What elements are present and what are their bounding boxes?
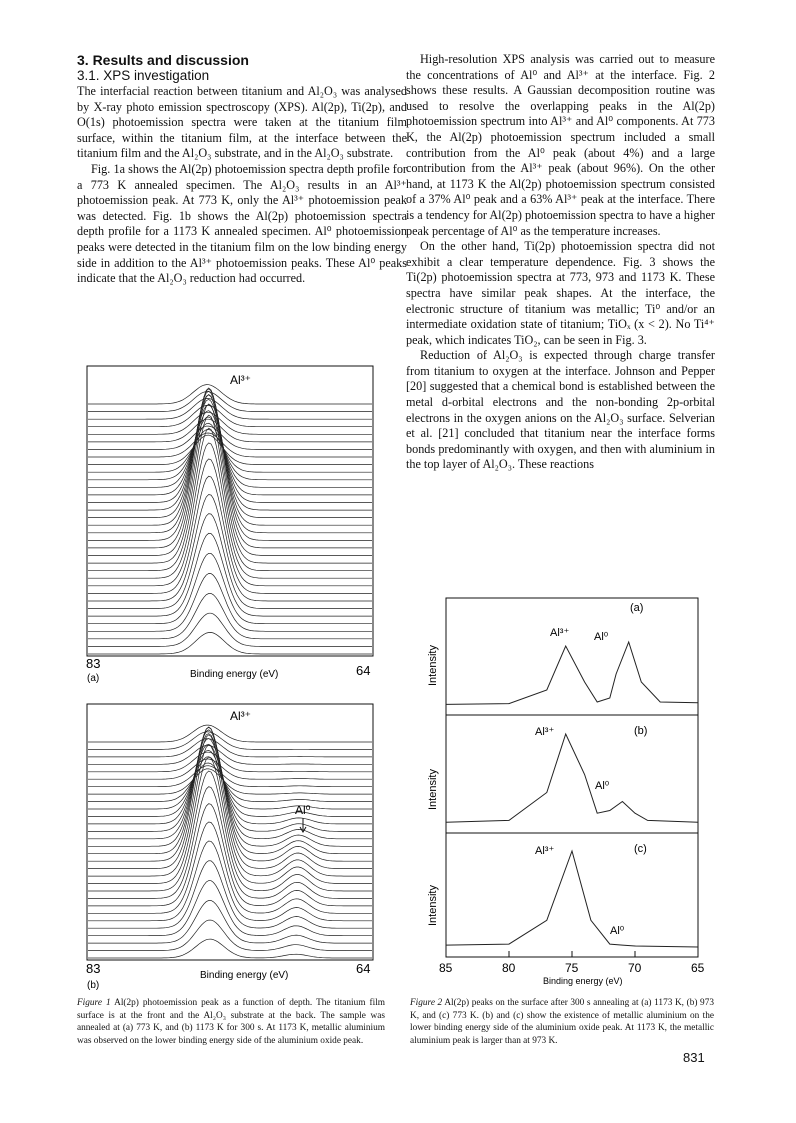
panel-letter: (a) — [630, 602, 644, 614]
panel-frame — [446, 598, 698, 715]
spectrum-line — [88, 766, 372, 787]
label-al3: Al³⁺ — [550, 627, 570, 639]
subsection-heading: 3.1. XPS investigation — [77, 68, 210, 83]
caption-label: Figure 2 — [410, 998, 443, 1008]
right-column — [406, 52, 715, 473]
paragraph: On the other hand, Ti(2p) photoemission spectra did not exhibit a clear temperature dependence. Fig. 3 shows the Ti(2p) photoemission spectra at 773, 973 and 1173 K. These spectra have similar peak shapes. At the interface, the electronic structure of titanium was metallic; Ti⁰ and/or an intermediate oxidation state of titanium; TiOₓ (x < 2). No Ti⁴⁺ peak, which indicates TiO₂, can be seen in Fig. 3. — [406, 239, 715, 347]
left-column — [77, 52, 407, 287]
spectrum-line — [88, 426, 372, 449]
spectrum-line — [88, 398, 372, 419]
figure-2-plot — [418, 596, 708, 988]
spectrum-line — [88, 514, 372, 609]
spectrum-line — [88, 757, 372, 884]
panel-c — [427, 833, 698, 957]
spectrum-line — [88, 613, 372, 646]
spectrum-line — [88, 725, 372, 742]
page-number: 831 — [683, 1050, 705, 1065]
section-heading: 3. Results and discussion — [77, 52, 249, 68]
spectrum-line — [88, 385, 372, 404]
spectrum-line — [88, 744, 372, 824]
x-tick-left: 83 — [86, 961, 101, 976]
caption-label: Figure 1 — [77, 998, 111, 1008]
x-tick-label: 75 — [565, 961, 579, 975]
peak-label-al0: Al⁰ — [295, 803, 311, 817]
figure-1b — [82, 702, 378, 992]
panel-b — [427, 715, 698, 833]
spectrum-line — [88, 752, 372, 772]
figure-1-caption — [77, 997, 385, 1047]
depth-spectra — [88, 725, 372, 958]
plot-frame — [87, 366, 373, 656]
y-axis-label: Intensity — [427, 769, 439, 810]
figure-1b-plot — [82, 702, 378, 992]
x-tick-label: 70 — [628, 961, 642, 975]
figure-2 — [418, 596, 708, 988]
x-tick-label: 85 — [439, 961, 453, 975]
x-tick-left: 83 — [86, 656, 101, 671]
peak-label-al3: Al³⁺ — [230, 709, 251, 723]
spectrum-line — [88, 405, 372, 426]
panel-letter: (a) — [87, 673, 100, 684]
spectrum-line — [88, 901, 372, 944]
spectrum-line — [88, 632, 372, 654]
figure-1a — [82, 364, 378, 694]
spectrum-line — [88, 392, 372, 412]
spectrum-curve — [446, 851, 698, 947]
label-al0: Al⁰ — [594, 631, 609, 643]
paragraph: The interfacial reaction between titanium and Al₂O₃ was analysed by X-ray photo emission spectroscopy (XPS). Al(2p), Ti(2p), and O(1s) photoemission spectra were taken at the titanium film surface, within the titanium film, at the interface between the titanium film and the Al₂O₃ substrate, and in the Al₂O₃ substrate. — [77, 84, 407, 161]
caption-text: Al(2p) photoemission peak as a function of depth. The titanium film surface is at the front and the Al₂O₃ substrate at the back. The sample was annealed at (a) 773 K, and (b) 1173 K for 300 s. At 1173 K, metallic aluminium was observed on the lower binding energy side of the aluminium oxide peak. — [77, 998, 386, 1046]
panel-frame — [446, 715, 698, 833]
x-tick-right: 64 — [356, 961, 371, 976]
caption-text: Al(2p) peaks on the surface after 300 s annealing at (a) 1173 K, (b) 973 K, and (c) 773 K. (b) and (c) show the existence of metallic aluminium on the lower binding energy side of the aluminium oxide peak. At 1173 K, the metallic aluminium peak is larger than at 973 K. — [410, 998, 714, 1046]
panel-letter: (b) — [634, 725, 648, 737]
x-tick-right: 64 — [356, 663, 371, 678]
spectrum-line — [88, 763, 372, 802]
spectrum-line — [88, 939, 372, 958]
label-al0: Al⁰ — [595, 780, 610, 792]
spectrum-curve — [446, 734, 698, 822]
depth-spectra — [88, 385, 372, 654]
spectrum-line — [88, 389, 372, 533]
y-axis-label: Intensity — [427, 645, 439, 686]
panel-letter: (b) — [87, 980, 100, 991]
x-axis-label: Binding energy (eV) — [200, 970, 289, 981]
spectrum-line — [88, 759, 372, 779]
spectrum-line — [88, 822, 372, 913]
panel-letter: (c) — [634, 843, 647, 855]
paragraph: Reduction of Al₂O₃ is expected through charge transfer from titanium to oxygen at the interface. Johnson and Pepper [20] suggested that a chemical bond is established between the metal d-orbital electrons and the non-bonding 2p-orbital electrons in the oxygen anions on the Al₂O₃ surface. Selverian et al. [21] concluded that titanium near the interface forms bonds predominantly with oxygen, and then with aluminium in the top layer of Al₂O₃. These reactions — [406, 348, 715, 472]
x-axis-label: Binding energy (eV) — [190, 669, 279, 680]
label-al0: Al⁰ — [610, 925, 625, 937]
y-axis-label: Intensity — [427, 885, 439, 926]
spectrum-line — [88, 730, 372, 847]
x-axis-ticks — [439, 951, 705, 975]
label-al3: Al³⁺ — [535, 726, 555, 738]
spectrum-line — [88, 419, 372, 442]
x-tick-label: 80 — [502, 961, 516, 975]
spectrum-line — [88, 423, 372, 480]
spectrum-line — [88, 739, 372, 757]
spectrum-line — [88, 745, 372, 764]
label-al3: Al³⁺ — [535, 845, 555, 857]
figure-2-caption — [410, 997, 714, 1047]
x-tick-label: 65 — [691, 961, 705, 975]
spectrum-curve — [446, 642, 698, 704]
spectrum-line — [88, 433, 372, 457]
paragraph: Fig. 1a shows the Al(2p) photoemission spectra depth profile for a 773 K annealed specimen. The Al₂O₃ results in an Al³⁺ photoemission peak. At 773 K, only the Al³⁺ photoemission peak was detected. Fig. 1b shows the Al(2p) photoemission spectra depth profile for a 1173 K annealed specimen. Al⁰ photoemission peaks were detected in the titanium film on the low binding energy side in addition to the Al³⁺ photoemission peaks. These Al⁰ peaks indicate that the Al₂O₃ reduction had occurred. — [77, 161, 407, 286]
x-axis-label: Binding energy (eV) — [543, 976, 623, 986]
spectrum-line — [88, 732, 372, 750]
panel-a — [427, 598, 698, 715]
spectrum-line — [88, 533, 372, 616]
spectrum-line — [88, 412, 372, 434]
peak-label-al3: Al³⁺ — [230, 373, 251, 387]
paragraph: High-resolution XPS analysis was carried out to measure the concentrations of Al⁰ and Al³⁺ at the interface. Fig. 2 shows these results. A Gaussian decomposition routine was used to resolve the overlapping peaks in the Al(2p) photoemission spectrum into Al³⁺ and Al⁰ components. At 773 K, the Al(2p) photoemission spectrum included a small contribution from the Al⁰ peak (about 4%) and a large contribution from the Al³⁺ peak (about 96%). On the other hand, at 1173 K the Al(2p) photoemission spectrum consisted of a 37% Al⁰ peak and a 63% Al³⁺ peak at the interface. There is a tendency for Al(2p) photoemission spectra to have a higher peak percentage of Al⁰ as the temperature increases. — [406, 52, 715, 238]
figure-1a-plot — [82, 364, 378, 694]
